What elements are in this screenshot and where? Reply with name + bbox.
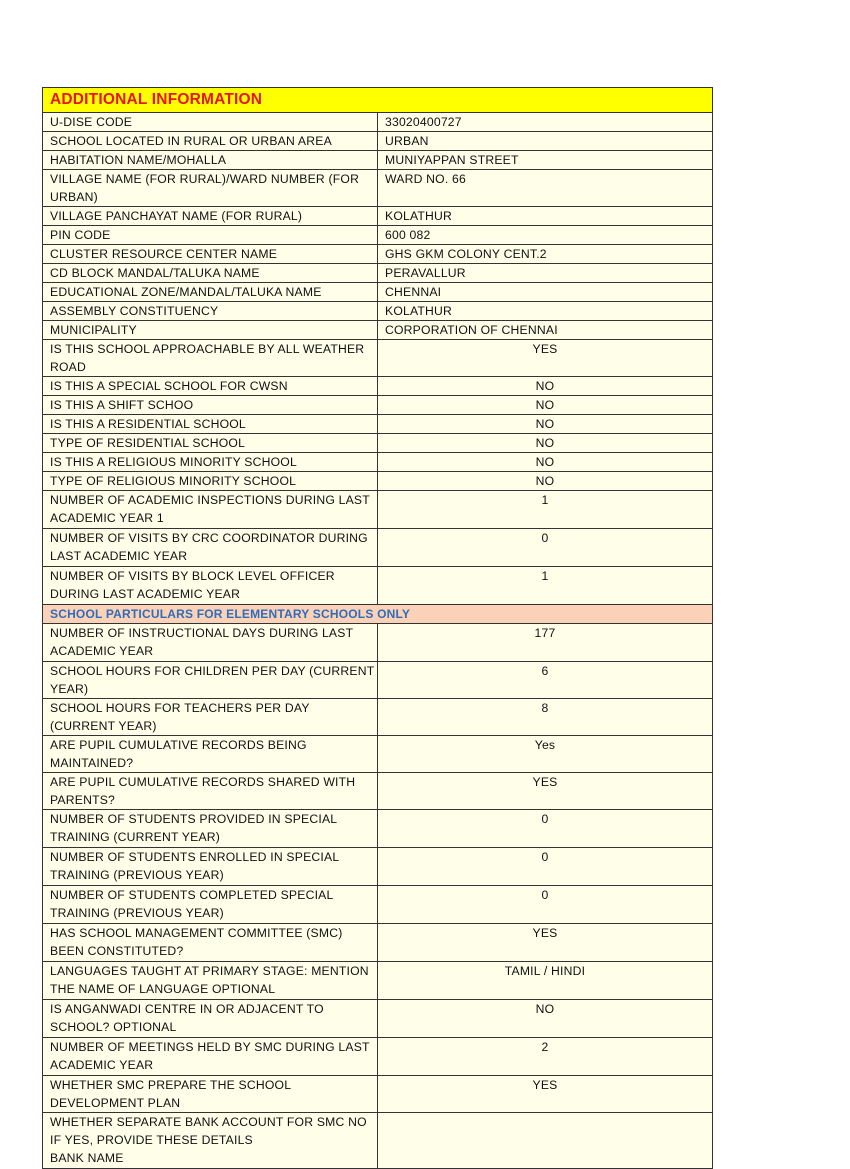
field-value: CORPORATION OF CHENNAI [378, 321, 713, 340]
field-value: Yes [378, 736, 713, 773]
table-row [43, 415, 713, 434]
additional-information-table [42, 87, 713, 1169]
field-value: 6 [378, 662, 713, 699]
field-label: IS THIS A RESIDENTIAL SCHOOL [43, 415, 378, 434]
field-value: 1 [378, 491, 713, 529]
field-value: 0 [378, 810, 713, 848]
table-row [43, 1000, 713, 1038]
field-label: SCHOOL HOURS FOR CHILDREN PER DAY (CURRENT YEAR) [43, 662, 378, 699]
field-label: IS THIS A RELIGIOUS MINORITY SCHOOL [43, 453, 378, 472]
field-value: TAMIL / HINDI [378, 962, 713, 1000]
field-label: HAS SCHOOL MANAGEMENT COMMITTEE (SMC) BEEN CONSTITUTED? [43, 924, 378, 962]
field-label: NUMBER OF INSTRUCTIONAL DAYS DURING LAST ACADEMIC YEAR [43, 624, 378, 662]
field-value: YES [378, 1076, 713, 1113]
table-row [43, 377, 713, 396]
field-value: NO [378, 453, 713, 472]
table-row [43, 662, 713, 699]
field-value: URBAN [378, 132, 713, 151]
table-row [43, 1113, 713, 1169]
field-label: HABITATION NAME/MOHALLA [43, 151, 378, 170]
field-label: NUMBER OF STUDENTS COMPLETED SPECIAL TRAINING (PREVIOUS YEAR) [43, 886, 378, 924]
field-value [378, 1113, 713, 1169]
field-value: 1 [378, 567, 713, 605]
table-row [43, 302, 713, 321]
field-label: EDUCATIONAL ZONE/MANDAL/TALUKA NAME [43, 283, 378, 302]
field-value: WARD NO. 66 [378, 170, 713, 207]
field-value: NO [378, 1000, 713, 1038]
field-value: YES [378, 924, 713, 962]
field-value: KOLATHUR [378, 302, 713, 321]
field-value: 177 [378, 624, 713, 662]
field-label: TYPE OF RELIGIOUS MINORITY SCHOOL [43, 472, 378, 491]
table-row [43, 472, 713, 491]
table-row [43, 170, 713, 207]
table-row [43, 1038, 713, 1076]
field-label: SCHOOL LOCATED IN RURAL OR URBAN AREA [43, 132, 378, 151]
table-row [43, 624, 713, 662]
table-row [43, 264, 713, 283]
field-value: NO [378, 472, 713, 491]
section-heading: SCHOOL PARTICULARS FOR ELEMENTARY SCHOOLS ONLY [43, 605, 713, 624]
field-value: GHS GKM COLONY CENT.2 [378, 245, 713, 264]
table-row [43, 283, 713, 302]
table-row [43, 226, 713, 245]
field-label: NUMBER OF STUDENTS ENROLLED IN SPECIAL TRAINING (PREVIOUS YEAR) [43, 848, 378, 886]
table-row [43, 113, 713, 132]
field-label: NUMBER OF STUDENTS PROVIDED IN SPECIAL TRAINING (CURRENT YEAR) [43, 810, 378, 848]
field-label: NUMBER OF MEETINGS HELD BY SMC DURING LAST ACADEMIC YEAR [43, 1038, 378, 1076]
title-row [43, 88, 713, 113]
page-title: ADDITIONAL INFORMATION [43, 88, 713, 113]
field-label: SCHOOL HOURS FOR TEACHERS PER DAY (CURRENT YEAR) [43, 699, 378, 736]
field-value: 0 [378, 886, 713, 924]
field-value: 0 [378, 529, 713, 567]
table-row [43, 1076, 713, 1113]
table-row [43, 848, 713, 886]
table-row [43, 567, 713, 605]
field-label: IS ANGANWADI CENTRE IN OR ADJACENT TO SCHOOL? OPTIONAL [43, 1000, 378, 1038]
field-label: PIN CODE [43, 226, 378, 245]
table-body [43, 88, 713, 1169]
field-value: 33020400727 [378, 113, 713, 132]
field-label: VILLAGE NAME (FOR RURAL)/WARD NUMBER (FOR URBAN) [43, 170, 378, 207]
field-value: MUNIYAPPAN STREET [378, 151, 713, 170]
field-label: IS THIS A SHIFT SCHOO [43, 396, 378, 415]
table-row [43, 245, 713, 264]
table-row [43, 886, 713, 924]
field-label: IS THIS A SPECIAL SCHOOL FOR CWSN [43, 377, 378, 396]
field-label: LANGUAGES TAUGHT AT PRIMARY STAGE: MENTION THE NAME OF LANGUAGE OPTIONAL [43, 962, 378, 1000]
field-value: 2 [378, 1038, 713, 1076]
table-row [43, 529, 713, 567]
section-heading-row [43, 605, 713, 624]
field-label: U-DISE CODE [43, 113, 378, 132]
table-row [43, 434, 713, 453]
table-row [43, 924, 713, 962]
field-value: PERAVALLUR [378, 264, 713, 283]
table-row [43, 810, 713, 848]
field-value: CHENNAI [378, 283, 713, 302]
field-value: YES [378, 340, 713, 377]
table-row [43, 773, 713, 810]
field-value: NO [378, 396, 713, 415]
field-label: TYPE OF RESIDENTIAL SCHOOL [43, 434, 378, 453]
table-row [43, 396, 713, 415]
field-label: MUNICIPALITY [43, 321, 378, 340]
field-label: WHETHER SEPARATE BANK ACCOUNT FOR SMC NO IF YES, PROVIDE THESE DETAILS BANK NAME [43, 1113, 378, 1169]
field-label: NUMBER OF VISITS BY BLOCK LEVEL OFFICER DURING LAST ACADEMIC YEAR [43, 567, 378, 605]
field-value: NO [378, 415, 713, 434]
field-label: ASSEMBLY CONSTITUENCY [43, 302, 378, 321]
field-label: NUMBER OF VISITS BY CRC COORDINATOR DURING LAST ACADEMIC YEAR [43, 529, 378, 567]
table-row [43, 736, 713, 773]
field-value: NO [378, 377, 713, 396]
field-label: WHETHER SMC PREPARE THE SCHOOL DEVELOPMENT PLAN [43, 1076, 378, 1113]
field-value: NO [378, 434, 713, 453]
table-row [43, 340, 713, 377]
table-row [43, 962, 713, 1000]
field-value: 0 [378, 848, 713, 886]
field-label: ARE PUPIL CUMULATIVE RECORDS BEING MAINTAINED? [43, 736, 378, 773]
table-row [43, 699, 713, 736]
field-label: IS THIS SCHOOL APPROACHABLE BY ALL WEATHER ROAD [43, 340, 378, 377]
field-value: 8 [378, 699, 713, 736]
field-label: CD BLOCK MANDAL/TALUKA NAME [43, 264, 378, 283]
table-row [43, 132, 713, 151]
table-row [43, 491, 713, 529]
field-label: NUMBER OF ACADEMIC INSPECTIONS DURING LAST ACADEMIC YEAR 1 [43, 491, 378, 529]
field-value: KOLATHUR [378, 207, 713, 226]
field-label: VILLAGE PANCHAYAT NAME (FOR RURAL) [43, 207, 378, 226]
field-label: ARE PUPIL CUMULATIVE RECORDS SHARED WITH PARENTS? [43, 773, 378, 810]
table-row [43, 151, 713, 170]
field-label: CLUSTER RESOURCE CENTER NAME [43, 245, 378, 264]
field-value: YES [378, 773, 713, 810]
table-row [43, 453, 713, 472]
table-row [43, 321, 713, 340]
table-row [43, 207, 713, 226]
field-value: 600 082 [378, 226, 713, 245]
